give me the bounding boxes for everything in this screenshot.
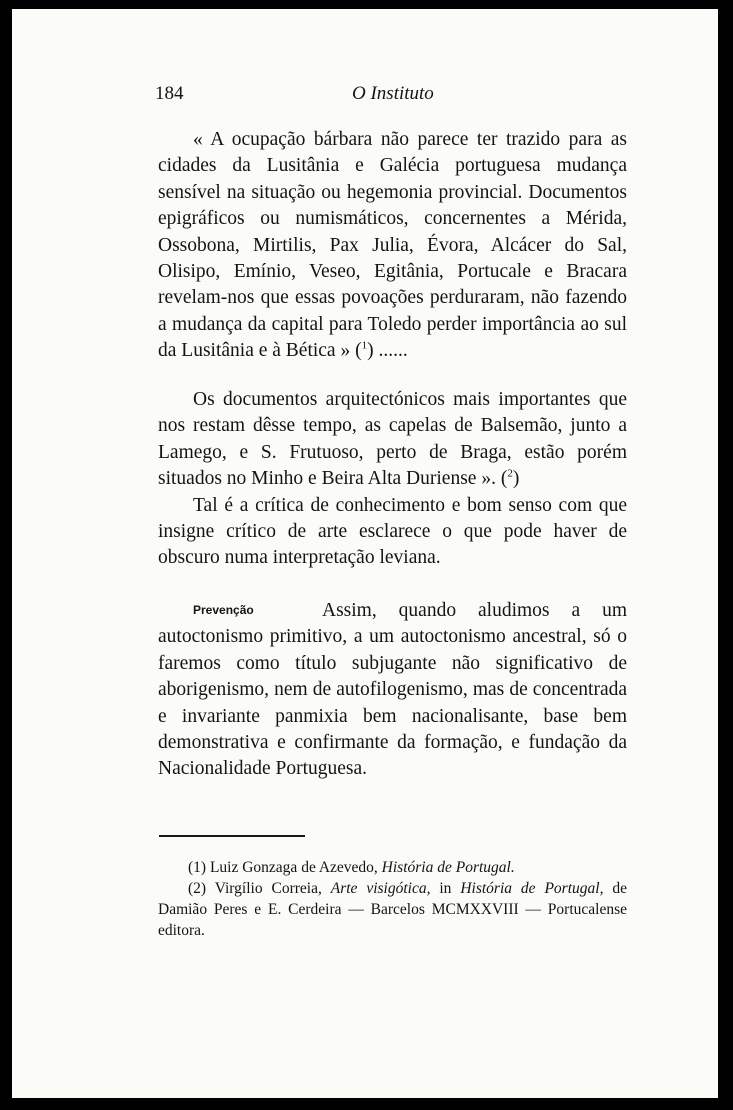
footnote-2-author: Virgílio Correia,: [214, 880, 322, 897]
quotation-text: « A ocupação bárbara não parece ter trazido para as cidades da Lusitânia e Galécia portuguesa mudança sensível na situação ou hegemonia provincial. Documentos epigráficos ou numismáticos, concernentes a Mérida, Ossobona, Mirtilis, Pax Julia, Évora, Alcácer do Sal, Olisipo, Emínio, Veseo, Egitânia, Portucale e Bracara revelam-nos que essas povoações perduraram, não fazendo a mudança da capital para Toledo perder importância ao sul da Lusitânia e à Bética » (: [158, 129, 627, 362]
footnotes: [158, 857, 627, 941]
documents-close: ): [512, 468, 520, 490]
footnote-2-publisher: de Damião Peres e E. Cerdeira — Barcelos MCMXXVIII — Portucalense editora.: [158, 880, 627, 939]
page-number: 184: [155, 83, 184, 104]
prevention-text: Assim, quando aludimos a um autoctonismo primitivo, a um autoctonismo ancestral, só o faremos como título subjugante não significativo de aborigenismo, nem de autofilogenismo, mas de concentrada e invariante panmixia bem nacionalisante, base bem demonstrativa e confirmante da formação, e fundação da Nacionalidade Portuguesa.: [158, 600, 627, 780]
quotation-ellipsis: ) ......: [367, 340, 408, 362]
footnote-1-author: Luiz Gonzaga de Azevedo,: [209, 859, 378, 876]
footnote-1: [158, 857, 627, 878]
footnote-ref-2: 2: [507, 467, 513, 480]
marginal-heading: Prevenção: [193, 603, 254, 617]
footnote-ref-1: 1: [361, 339, 368, 352]
documents-text: Os documentos arquitectónicos mais importantes que nos restam dêsse tempo, as capelas de Balsemão, junto a Lamego, e S. Frutuoso, perto de Braga, estão porém situados no Minho e Beira Alta Duriense ». (: [158, 389, 627, 490]
footnote-divider: [159, 835, 305, 837]
paragraph-documents: [158, 387, 627, 493]
prevention-block: [158, 597, 627, 783]
paragraph-prevention: [158, 597, 627, 783]
footnote-1-title: História de Portugal.: [381, 859, 515, 876]
continuation-block: [158, 387, 627, 572]
footnote-2-in: in: [439, 880, 452, 897]
running-title: O Instituto: [352, 83, 434, 104]
quotation-block: [158, 127, 627, 365]
paragraph-critique: Tal é a crítica de conhecimento e bom senso com que insigne crítico de arte esclarece o que pode haver de obscuro numa interpretação leviana.: [158, 494, 627, 569]
footnote-2: [158, 878, 627, 941]
footnote-2-work: Arte visigótica,: [330, 880, 431, 897]
book-page: [12, 9, 718, 1098]
page-header: [12, 83, 718, 113]
footnote-2-mark: (2): [188, 880, 207, 897]
paragraph-quotation: [158, 127, 627, 365]
footnote-1-mark: (1): [188, 859, 207, 876]
footnote-2-book: História de Portugal,: [460, 880, 604, 897]
